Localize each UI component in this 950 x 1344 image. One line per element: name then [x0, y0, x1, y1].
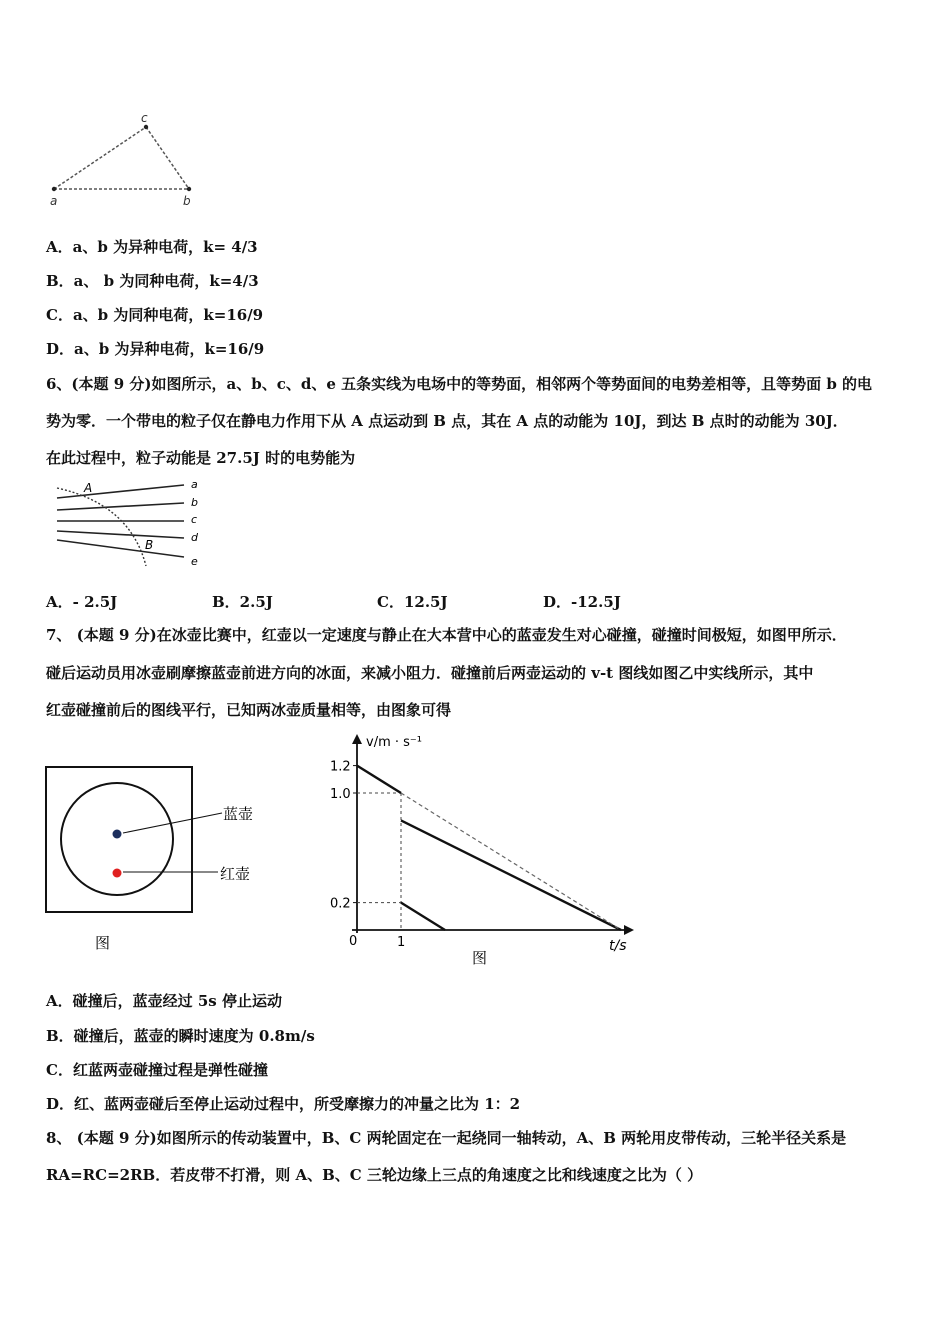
q7-stem-line-2: 碰后运动员用冰壶刷摩擦蓝壶前进方向的冰面，来减小阻力．碰撞前后两壶运动的 v-t 图线如图乙中实线所示，其中 — [46, 664, 814, 682]
red-stone-label: 红壶 — [220, 865, 251, 883]
house-circle — [61, 783, 173, 895]
q6-stem-line-1: 6、(本题 9 分)如图所示，a、b、c、d、e 五条实线为电场中的等势面，相邻两个等势面间的电势差相等，且等势面 b 的电 — [46, 375, 873, 393]
q6-option-d: D．-12.5J — [543, 593, 621, 611]
q6-option-a: A．- 2.5J — [46, 593, 118, 611]
series-line-solid — [401, 903, 445, 930]
label-surface-c: c — [191, 513, 198, 526]
q8-stem-line-2: RA=RC=2RB．若皮带不打滑，则 A、B、C 三轮边缘上三点的角速度之比和线速度之比为（ ） — [46, 1166, 703, 1184]
origin-label: 0 — [349, 934, 358, 949]
series-line-solid — [357, 766, 401, 793]
particle-trajectory — [57, 488, 146, 566]
point-b — [187, 187, 191, 191]
y-tick-label: 1.0 — [330, 787, 351, 802]
q7-option-d: D．红、蓝两壶碰后至停止运动过程中，所受摩擦力的冲量之比为 1：2 — [46, 1095, 521, 1113]
chart-caption: 图 — [472, 949, 488, 967]
triangle-figure — [40, 110, 210, 210]
x-axis-arrow — [624, 925, 634, 935]
label-a: a — [50, 194, 58, 208]
surface-b — [57, 503, 184, 510]
q7-option-c: C．红蓝两壶碰撞过程是弹性碰撞 — [46, 1061, 268, 1079]
q6-option-c: C．12.5J — [377, 593, 448, 611]
point-a — [52, 187, 56, 191]
q6-stem-line-2: 势为零．一个带电的粒子仅在静电力作用下从 A 点运动到 B 点，其在 A 点的动能为 10J，到达 B 点时的动能为 30J． — [46, 412, 848, 430]
curling-house-figure — [40, 760, 280, 960]
triangle-side-bc — [146, 127, 189, 189]
triangle-side-ac — [54, 127, 146, 189]
equipotential-figure — [50, 474, 210, 574]
blue-stone — [113, 830, 122, 839]
y-axis-arrow — [352, 734, 362, 744]
surface-e — [57, 540, 184, 557]
label-b: b — [183, 194, 191, 208]
q7-option-b: B．碰撞后，蓝壶的瞬时速度为 0.8m/s — [46, 1027, 315, 1045]
q7-stem-line-3: 红壶碰撞前后的图线平行，已知两冰壶质量相等，由图象可得 — [46, 701, 452, 719]
vt-chart — [322, 728, 642, 973]
house-frame — [46, 767, 192, 912]
q7-option-a: A．碰撞后，蓝壶经过 5s 停止运动 — [46, 992, 282, 1010]
series-line-solid — [401, 820, 621, 930]
q7-stem-line-1: 7、 (本题 9 分)在冰壶比赛中，红壶以一定速度与静止在大本营中心的蓝壶发生对心碰撞，碰撞时间极短，如图甲所示． — [46, 626, 847, 644]
q5-option-b: B．a、 b 为同种电荷，k=4/3 — [46, 272, 259, 290]
x-tick-label: 1 — [397, 935, 406, 950]
surface-a — [57, 485, 184, 498]
series-line-dashed — [401, 793, 621, 930]
y-tick-label: 0.2 — [330, 896, 351, 912]
x-axis-label: t/s — [609, 938, 627, 954]
point-c — [144, 125, 148, 129]
red-stone — [113, 869, 122, 878]
q6-stem-line-3: 在此过程中，粒子动能是 27.5J 时的电势能为 — [46, 449, 356, 467]
label-surface-e: e — [191, 555, 198, 568]
label-point-B: B — [145, 538, 154, 552]
q5-option-c: C．a、b 为同种电荷，k=16/9 — [46, 306, 264, 324]
q5-option-a: A．a、b 为异种电荷，k= 4/3 — [46, 238, 258, 256]
q5-option-d: D．a、b 为异种电荷，k=16/9 — [46, 340, 265, 358]
blue-stone-label: 蓝壶 — [223, 805, 254, 823]
label-c: c — [141, 111, 148, 125]
q8-stem-line-1: 8、 (本题 9 分)如图所示的传动装置中，B、C 两轮固定在一起绕同一轴转动，A、B 两轮用皮带传动，三轮半径关系是 — [46, 1129, 847, 1147]
label-surface-a: a — [191, 478, 198, 491]
label-surface-d: d — [191, 531, 198, 544]
label-surface-b: b — [191, 496, 198, 509]
surface-d — [57, 531, 184, 538]
label-point-A: A — [84, 481, 93, 495]
y-tick-label: 1.2 — [330, 759, 351, 775]
q6-option-b: B．2.5J — [212, 593, 273, 611]
figure-caption-left: 图 — [95, 934, 111, 952]
y-axis-label: v/m · s⁻¹ — [366, 735, 422, 750]
